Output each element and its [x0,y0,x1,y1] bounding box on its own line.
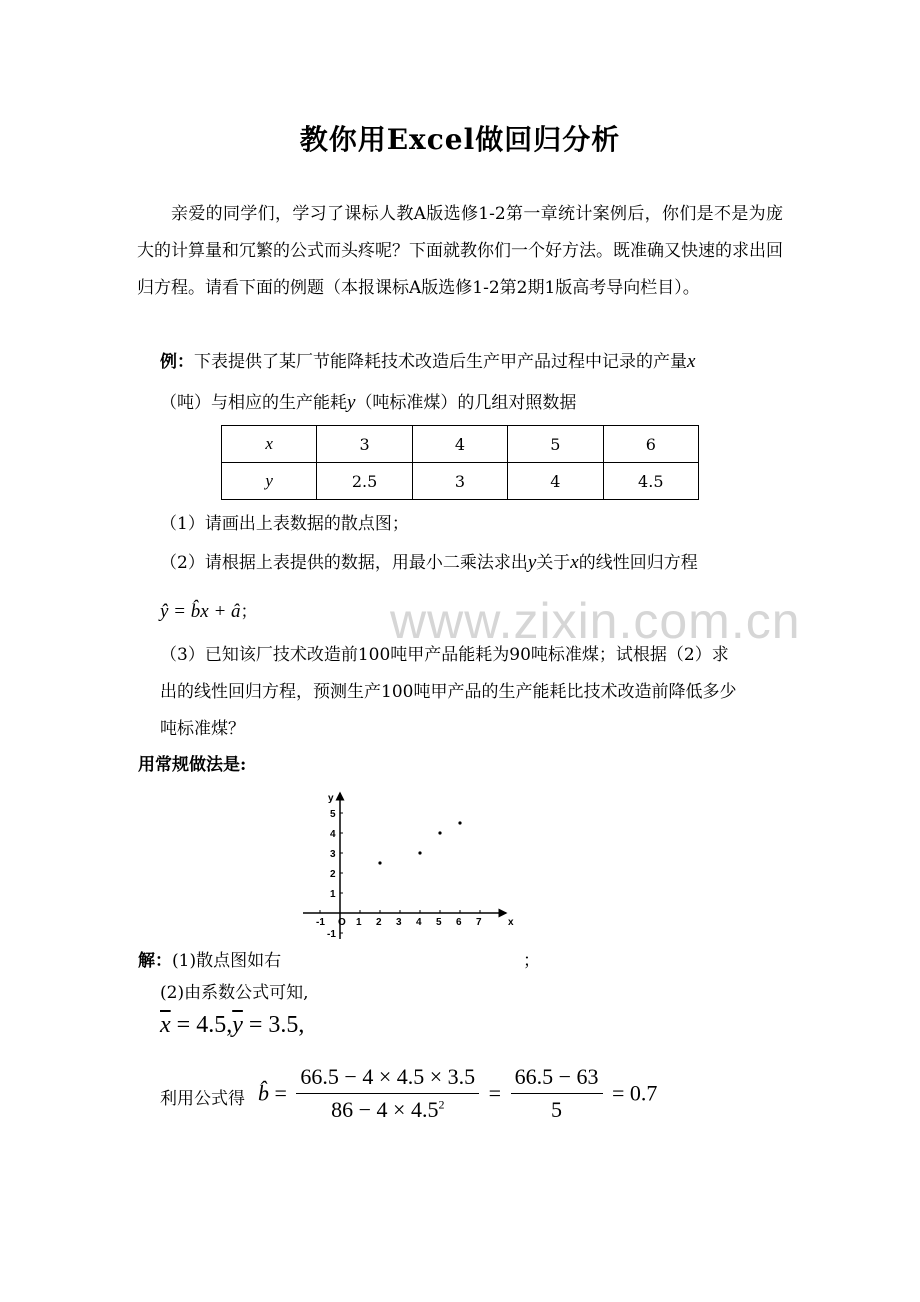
y-tick-label: 5 [330,809,336,820]
slope-result: = 0.7 [612,1080,658,1106]
table-cell: 3 [412,463,507,500]
example-text-3: （吨标准煤）的几组对照数据 [355,393,577,413]
table-cell: 4.5 [603,463,698,500]
question-2-equation-line [160,597,258,623]
example-line-1 [160,347,695,373]
method-heading: 用常规做法是: [138,755,247,775]
fraction-1 [296,1064,479,1123]
equals-sign: = [488,1080,502,1106]
table-row-x [222,426,699,463]
fraction-1-denominator-base: 86 − 4 × 4.5 [331,1097,439,1122]
means-equation [160,1012,304,1039]
table-cell: 5 [508,426,603,463]
data-point [438,831,441,834]
fraction-1-exponent: 2 [438,1097,445,1112]
scatter-plot [295,785,525,945]
x-tick-label: 3 [396,917,402,928]
fraction-2-numerator: 66.5 − 63 [511,1064,603,1094]
y-bar: $\overline{y}$ [232,1012,243,1038]
x-tick-label: 2 [376,917,382,928]
y-tick-label: 3 [330,849,336,860]
fraction-1-denominator [296,1094,479,1123]
question-2-end: ； [240,602,258,622]
table-cell: 4 [508,463,603,500]
table-head-y: y [222,463,317,500]
solution-step-1: (1)散点图如右 [172,951,282,971]
example-line-2 [160,388,576,414]
intro-paragraph: 亲爱的同学们，学习了课标人教A版选修1-2第一章统计案例后，你们是不是为庞大的计算量和冗繁的公式而头疼呢？下面就教你们一个好方法。既准确又快速的求出回归方程。请看下面的例题（本报课标A版选修1-2第2期1版高考导向栏目）。 [137,204,783,298]
question-2-text-2: 关于 [536,553,571,573]
y-tick-label: 4 [330,829,336,840]
formula-label: 利用公式得 [160,1089,245,1109]
x-axis-label: x [508,917,514,928]
data-point [458,821,461,824]
example-var-x: x [687,351,696,372]
fraction-2 [511,1064,603,1123]
y-tick-label: 1 [330,889,336,900]
solution-step-2: (2)由系数公式可知, [160,983,309,1003]
x-tick-label: -1 [316,917,325,928]
x-tick-label: 1 [356,917,362,928]
data-table [221,425,699,500]
question-1: （1）请画出上表数据的散点图； [160,514,409,534]
solution-step-1-end: ； [523,951,540,971]
x-tick-label: 4 [416,917,422,928]
fraction-2-denominator: 5 [551,1097,563,1122]
table-head-x: x [222,426,317,463]
solution-label: 解： [138,951,172,971]
question-2-text-3: 的线性回归方程 [578,553,698,573]
question-2-var-y: y [527,552,537,573]
x-mean-value: = 4.5, [170,1012,233,1038]
x-tick-label: 7 [476,917,482,928]
question-2 [160,548,698,574]
data-point [378,861,381,864]
watermark: www.zixin.com.cn [390,593,801,649]
question-3-line-1: （3）已知该厂技术改造前100吨甲产品能耗为90吨标准煤；试根据（2）求 [160,645,729,665]
equals-sign: = [274,1080,287,1106]
x-bar: $\overline{x}$ [160,1012,171,1038]
page-title: 教你用Excel做回归分析 [299,123,621,156]
table-cell: 3 [317,426,412,463]
example-var-y: y [347,392,356,413]
example-label: 例： [160,352,194,372]
question-3-line-2: 出的线性回归方程，预测生产100吨甲产品的生产能耗比技术改造前降低多少 [160,682,737,702]
question-2-var-x: x [570,552,579,573]
table-cell: 4 [412,426,507,463]
y-tick-label: 2 [330,869,336,880]
regression-equation: ŷ = b̂x + â [160,601,241,622]
question-2-text-1: （2）请根据上表提供的数据，用最小二乘法求出 [160,553,528,573]
example-text-1: 下表提供了某厂节能降耗技术改造后生产甲产品过程中记录的产量 [194,352,687,372]
x-tick-label: 5 [436,917,442,928]
question-3-line-3: 吨标准煤？ [160,719,245,739]
y-mean-value: = 3.5, [242,1012,305,1038]
fraction-1-numerator: 66.5 − 4 × 4.5 × 3.5 [296,1064,479,1094]
table-row-y [222,463,699,500]
b-hat: b̂ [258,1080,269,1106]
slope-formula [258,1064,657,1123]
y-tick-label: -1 [327,929,336,940]
x-tick-label: 6 [456,917,462,928]
x-tick-label: O [338,917,346,928]
data-point [418,851,421,854]
solution-line-1 [138,946,281,971]
table-cell: 6 [603,426,698,463]
example-text-2: （吨）与相应的生产能耗 [160,393,347,413]
table-cell: 2.5 [317,463,412,500]
y-axis-label: y [328,793,334,804]
